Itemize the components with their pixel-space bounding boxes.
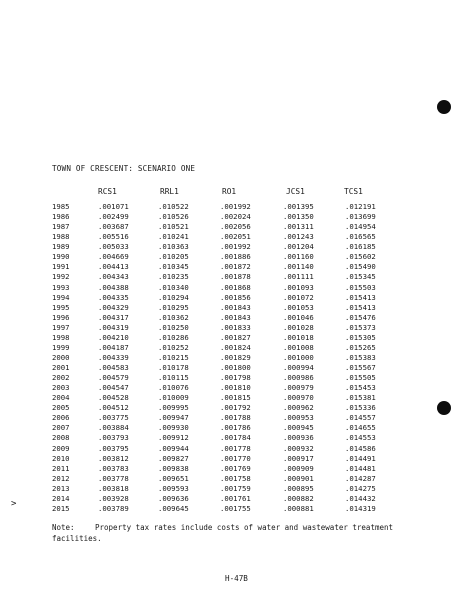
rate-cell: .001800: [220, 363, 251, 372]
rate-cell: .015305: [345, 332, 376, 342]
rate-cell: .004583: [98, 363, 129, 372]
rate-cell: .003778: [98, 473, 129, 483]
rate-cell: .000917: [283, 453, 314, 463]
rate-cell: .004329: [98, 302, 129, 312]
rate-cell: .001770: [220, 453, 251, 463]
rate-cell: .001053: [283, 302, 314, 312]
year-cell: 2015: [52, 503, 70, 513]
rate-cell: .001769: [220, 463, 251, 473]
rate-cell: .009947: [158, 413, 189, 423]
rate-cell: .000979: [283, 383, 314, 393]
rate-cell: .001755: [220, 503, 251, 513]
rate-cell: .001992: [220, 242, 251, 252]
rate-cell: .010362: [158, 312, 189, 322]
rate-cell: .003783: [98, 463, 129, 473]
rate-cell: .009593: [158, 483, 189, 493]
rate-cell: .014481: [345, 463, 376, 473]
rate-cell: .004579: [98, 373, 129, 383]
rate-cell: .000909: [283, 463, 314, 473]
rate-cell: .005033: [98, 242, 129, 252]
column-header-rcs1: RCS1: [98, 187, 117, 196]
rate-cell: .004669: [98, 252, 129, 262]
year-cell: 2003: [52, 383, 70, 393]
year-cell: 2011: [52, 463, 70, 473]
rate-cell: .014287: [345, 473, 376, 483]
rate-cell: .000936: [283, 433, 314, 443]
rate-cell: .010178: [158, 363, 189, 372]
rate-cell: .014557: [345, 413, 376, 423]
year-cell: 2014: [52, 493, 70, 503]
rate-cell: .010522: [158, 202, 189, 211]
column-header-rrl1: RRL1: [160, 187, 179, 196]
page-title: TOWN OF CRESCENT: SCENARIO ONE: [52, 164, 196, 173]
rate-cell: .014432: [345, 493, 376, 503]
rate-cell: .015476: [345, 312, 376, 322]
rate-cell: .003928: [98, 493, 129, 503]
year-cell: 2001: [52, 363, 70, 372]
rate-cell: .001761: [220, 493, 251, 503]
rate-cell: .004388: [98, 282, 129, 292]
rate-cell: .015373: [345, 322, 376, 332]
year-cell: 2005: [52, 403, 70, 413]
rate-cell: .001843: [220, 302, 251, 312]
rate-cell: .009636: [158, 493, 189, 503]
rate-cell: .001111: [283, 272, 314, 282]
rate-cell: .001046: [283, 312, 314, 322]
rate-cell: .015602: [345, 252, 376, 262]
rate-cell: .004187: [98, 342, 129, 352]
rate-cell: .009912: [158, 433, 189, 443]
rate-cell: .012191: [345, 202, 376, 211]
rate-cell: .009838: [158, 463, 189, 473]
note-text-line1: Property tax rates include costs of water and wastewater treatment: [95, 523, 394, 532]
rate-cell: .015413: [345, 302, 376, 312]
rate-cell: .001350: [283, 212, 314, 222]
rate-cell: .010526: [158, 212, 189, 222]
rate-cell: .014553: [345, 433, 376, 443]
year-cell: 2012: [52, 473, 70, 483]
rate-cell: .004512: [98, 403, 129, 413]
rate-cell: .015453: [345, 383, 376, 393]
year-cell: 1997: [52, 322, 70, 332]
rate-cell: .009930: [158, 423, 189, 433]
rate-cell: .009645: [158, 503, 189, 513]
rate-cell: .009995: [158, 403, 189, 413]
rate-cell: .010521: [158, 222, 189, 232]
rate-cell: .000986: [283, 373, 314, 383]
year-cell: 2010: [52, 453, 70, 463]
rate-cell: .001856: [220, 292, 251, 302]
year-cell: 2000: [52, 352, 70, 362]
rate-cell: .001824: [220, 342, 251, 352]
rate-cell: .001160: [283, 252, 314, 262]
rate-cell: .001878: [220, 272, 251, 282]
rate-cell: .010115: [158, 373, 189, 383]
rate-cell: .001028: [283, 322, 314, 332]
rate-cell: .010215: [158, 352, 189, 362]
rate-cell: .004547: [98, 383, 129, 393]
rate-cell: .001071: [98, 202, 129, 211]
rate-cell: .015503: [345, 282, 376, 292]
column-header-jcs1: JCS1: [286, 187, 305, 196]
rate-cell: .000881: [283, 503, 314, 513]
rate-cell: .003789: [98, 503, 129, 513]
rate-cell: .015567: [345, 363, 376, 372]
rate-cell: .000994: [283, 363, 314, 372]
rate-cell: .001243: [283, 232, 314, 242]
rate-cell: .000882: [283, 493, 314, 503]
rate-cell: .015413: [345, 292, 376, 302]
rate-cell: .005516: [98, 232, 129, 242]
rate-cell: .010294: [158, 292, 189, 302]
rate-cell: .001784: [220, 433, 251, 443]
rate-cell: .001758: [220, 473, 251, 483]
punch-hole-bottom: [437, 401, 451, 415]
rate-cell: .004528: [98, 393, 129, 403]
year-cell: 2009: [52, 443, 70, 453]
rate-cell: .003818: [98, 483, 129, 493]
rate-cell: .001815: [220, 393, 251, 403]
rate-cell: .015383: [345, 352, 376, 362]
rate-cell: .010295: [158, 302, 189, 312]
rate-cell: .001072: [283, 292, 314, 302]
rate-cell: .010076: [158, 383, 189, 393]
rate-cell: .015336: [345, 403, 376, 413]
rate-cell: .010235: [158, 272, 189, 282]
rate-cell: .001311: [283, 222, 314, 232]
rate-cell: .002499: [98, 212, 129, 222]
year-cell: 1990: [52, 252, 70, 262]
year-cell: 1988: [52, 232, 70, 242]
rate-cell: .014655: [345, 423, 376, 433]
rate-cell: .015381: [345, 393, 376, 403]
rate-cell: .003795: [98, 443, 129, 453]
rate-cell: .004413: [98, 262, 129, 272]
rate-cell: .003884: [98, 423, 129, 433]
rate-cell: .010250: [158, 322, 189, 332]
rate-cell: .016565: [345, 232, 376, 242]
rate-cell: .001000: [283, 352, 314, 362]
rate-cell: .001788: [220, 413, 251, 423]
rate-cell: .001886: [220, 252, 251, 262]
rate-cell: .001798: [220, 373, 251, 383]
rate-cell: .009944: [158, 443, 189, 453]
rate-cell: .001018: [283, 332, 314, 342]
rate-cell: .001093: [283, 282, 314, 292]
rate-cell: .010286: [158, 332, 189, 342]
year-cell: 1992: [52, 272, 70, 282]
year-cell: 2007: [52, 423, 70, 433]
rate-cell: .002056: [220, 222, 251, 232]
year-cell: 2013: [52, 483, 70, 493]
rate-cell: .014319: [345, 503, 376, 513]
rate-cell: .001204: [283, 242, 314, 252]
rate-cell: .009651: [158, 473, 189, 483]
rate-cell: .002024: [220, 212, 251, 222]
page-number: H-47B: [225, 574, 248, 583]
rate-cell: .010241: [158, 232, 189, 242]
rate-cell: .004317: [98, 312, 129, 322]
year-cell: 1994: [52, 292, 70, 302]
year-cell: 1985: [52, 202, 70, 211]
year-cell: 1996: [52, 312, 70, 322]
rate-cell: .009827: [158, 453, 189, 463]
rate-cell: .010345: [158, 262, 189, 272]
rate-cell: .000895: [283, 483, 314, 493]
rate-cell: .014586: [345, 443, 376, 453]
rate-cell: .015265: [345, 342, 376, 352]
column-header-ro1: RO1: [222, 187, 237, 196]
rate-cell: .004335: [98, 292, 129, 302]
rate-cell: .001778: [220, 443, 251, 453]
rate-cell: .001833: [220, 322, 251, 332]
rate-cell: .010205: [158, 252, 189, 262]
punch-hole-top: [437, 100, 451, 114]
rate-cell: .001829: [220, 352, 251, 362]
year-cell: 1989: [52, 242, 70, 252]
rate-cell: .004339: [98, 352, 129, 362]
rate-cell: .000932: [283, 443, 314, 453]
rate-cell: .001786: [220, 423, 251, 433]
rate-cell: .010363: [158, 242, 189, 252]
rate-cell: .010009: [158, 393, 189, 403]
rate-cell: .013699: [345, 212, 376, 222]
rate-cell: .003812: [98, 453, 129, 463]
rate-cell: .000953: [283, 413, 314, 423]
rate-cell: .000901: [283, 473, 314, 483]
rate-cell: .001827: [220, 332, 251, 342]
year-cell: 2006: [52, 413, 70, 423]
rate-cell: .016185: [345, 242, 376, 252]
rate-cell: .010252: [158, 342, 189, 352]
rate-cell: .000962: [283, 403, 314, 413]
rate-cell: .001992: [220, 202, 251, 211]
year-cell: 1999: [52, 342, 70, 352]
note-text-line2: facilities.: [52, 534, 102, 543]
rate-cell: .001810: [220, 383, 251, 393]
year-cell: 1987: [52, 222, 70, 232]
rate-cell: .015345: [345, 272, 376, 282]
year-cell: 2008: [52, 433, 70, 443]
rate-cell: .000970: [283, 393, 314, 403]
year-cell: 1986: [52, 212, 70, 222]
year-cell: 1993: [52, 282, 70, 292]
rate-cell: .015505: [345, 373, 376, 383]
year-cell: 1991: [52, 262, 70, 272]
year-cell: 1998: [52, 332, 70, 342]
note-label: Note:: [52, 523, 75, 532]
rate-cell: .010340: [158, 282, 189, 292]
rate-cell: .001868: [220, 282, 251, 292]
rate-cell: .001792: [220, 403, 251, 413]
rate-cell: .003793: [98, 433, 129, 443]
rate-cell: .001843: [220, 312, 251, 322]
rate-cell: .003775: [98, 413, 129, 423]
year-cell: 2004: [52, 393, 70, 403]
rate-cell: .015490: [345, 262, 376, 272]
rate-cell: .014275: [345, 483, 376, 493]
rate-cell: .001008: [283, 342, 314, 352]
rate-cell: .001140: [283, 262, 314, 272]
rate-cell: .001872: [220, 262, 251, 272]
rate-cell: .000945: [283, 423, 314, 433]
rate-cell: .004343: [98, 272, 129, 282]
rate-cell: .003687: [98, 222, 129, 232]
column-header-tcs1: TCS1: [344, 187, 363, 196]
rate-cell: .014954: [345, 222, 376, 232]
rate-cell: .002051: [220, 232, 251, 242]
side-marker: >: [11, 499, 17, 509]
rate-cell: .004210: [98, 332, 129, 342]
rate-cell: .001395: [283, 202, 314, 211]
rate-cell: .014491: [345, 453, 376, 463]
rate-cell: .001759: [220, 483, 251, 493]
year-cell: 1995: [52, 302, 70, 312]
year-cell: 2002: [52, 373, 70, 383]
rate-cell: .004319: [98, 322, 129, 332]
